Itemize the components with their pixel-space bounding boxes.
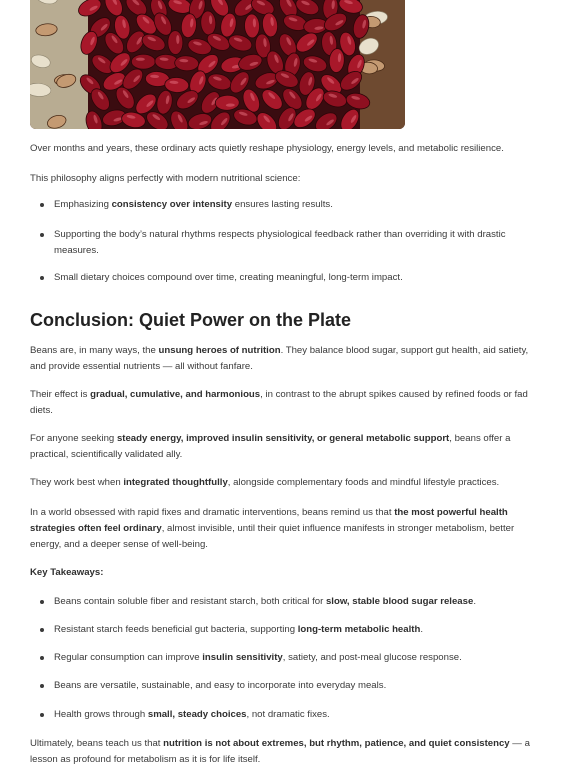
list-item: Supporting the body’s natural rhythms respects physiological feedback rather than overriding it with drastic measures. bbox=[54, 227, 524, 259]
list-item: Small dietary choices compound over time, creating meaningful, long-term impact. bbox=[54, 270, 524, 286]
conclusion-paragraph-3: For anyone seeking steady energy, improved insulin sensitivity, or general metabolic support, beans offer a practical, scientifically validated ally. bbox=[30, 433, 511, 460]
conclusion-paragraph-4: They work best when integrated thoughtfully, alongside complementary foods and mindful lifestyle practices. bbox=[30, 477, 500, 488]
conclusion-heading: Conclusion: Quiet Power on the Plate bbox=[30, 310, 352, 330]
list-item: Regular consumption can improve insulin sensitivity, satiety, and post-meal glucose response. bbox=[54, 650, 524, 666]
list-item: Health grows through small, steady choices, not dramatic fixes. bbox=[54, 707, 524, 723]
list-item: Emphasizing consistency over intensity ensures lasting results. bbox=[54, 197, 524, 213]
closing-paragraph: Ultimately, beans teach us that nutrition is not about extremes, but rhythm, patience, and quiet consistency — a lesson as profound for metabolism as it is for life itself. bbox=[30, 738, 530, 765]
intro-paragraph-2: This philosophy aligns perfectly with modern nutritional science: bbox=[30, 173, 301, 184]
intro-paragraph-1: Over months and years, these ordinary acts quietly reshape physiology, energy levels, and metabolic resilience. bbox=[30, 143, 504, 154]
conclusion-paragraph-2: Their effect is gradual, cumulative, and harmonious, in contrast to the abrupt spikes caused by refined foods or fad diets. bbox=[30, 389, 528, 416]
list-item: Beans contain soluble fiber and resistant starch, both critical for slow, stable blood sugar release. bbox=[54, 594, 524, 610]
hero-image bbox=[30, 0, 405, 129]
list-item: Beans are versatile, sustainable, and easy to incorporate into everyday meals. bbox=[54, 678, 524, 694]
kidney-beans-image bbox=[30, 0, 405, 129]
conclusion-paragraph-5: In a world obsessed with rapid fixes and dramatic interventions, beans remind us that the most powerful health strategies often feel ordinary, almost invisible, until their quiet influence manifests in stronger metabolism, better energy, and a deeper sense of well-being. bbox=[30, 507, 515, 550]
key-takeaways-label: Key Takeaways: bbox=[30, 567, 104, 578]
list-item: Resistant starch feeds beneficial gut bacteria, supporting long-term metabolic health. bbox=[54, 622, 524, 638]
conclusion-paragraph-1: Beans are, in many ways, the unsung heroes of nutrition. They balance blood sugar, support gut health, aid satiety, and provide essential nutrients — all without fanfare. bbox=[30, 345, 529, 372]
